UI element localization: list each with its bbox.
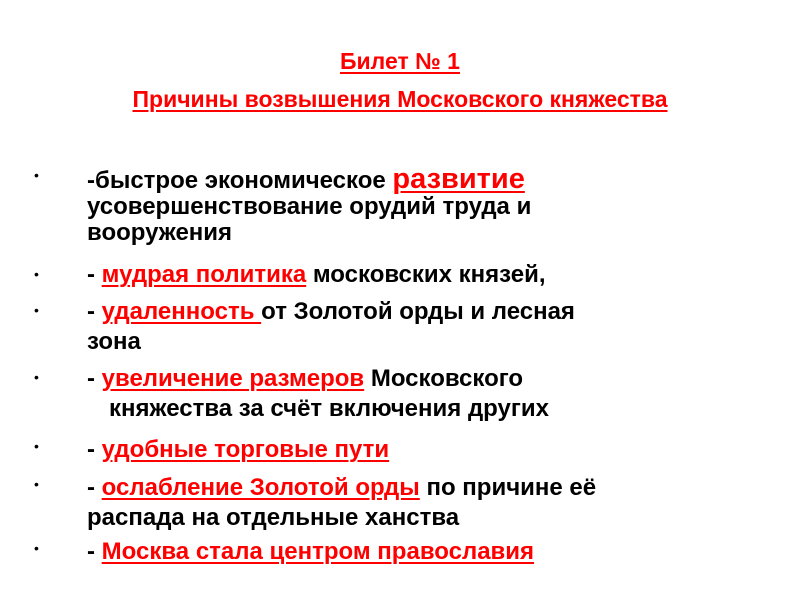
bullet-marker: • <box>34 266 39 282</box>
item-text-line-2: усовершенствование орудий труда и <box>87 193 532 220</box>
item-text: Московского <box>364 365 524 392</box>
list-item <box>87 364 777 424</box>
list-item <box>87 435 777 465</box>
bullet-marker: • <box>34 302 39 318</box>
item-text: - <box>87 538 102 565</box>
topic-title: Причины возвышения Московского княжества <box>132 86 668 112</box>
keyword: Москва стала центром православия <box>101 538 535 565</box>
item-text: московских князей, <box>306 261 546 288</box>
item-text: - <box>87 298 102 325</box>
keyword: развитие <box>392 163 525 195</box>
list-item <box>87 473 777 533</box>
item-text-line-2: распада на отдельные ханства <box>87 504 460 531</box>
ticket-title: Билет № 1 <box>340 48 460 74</box>
keyword: ослабление Золотой орды <box>101 474 420 501</box>
item-text-line-2: зона <box>87 328 141 355</box>
item-text: - <box>87 436 102 463</box>
keyword: удобные торговые пути <box>101 436 390 463</box>
keyword: мудрая политика <box>101 261 307 288</box>
list-item <box>87 537 777 567</box>
bullet-marker: • <box>34 369 39 385</box>
keyword: увеличение размеров <box>101 365 365 392</box>
bullet-marker: • <box>34 540 39 556</box>
list-item <box>87 260 777 290</box>
bullet-marker: • <box>34 167 39 183</box>
keyword: удаленность <box>101 298 262 325</box>
item-text-line-3: вооружения <box>87 219 233 246</box>
item-text: - <box>87 261 102 288</box>
bullet-marker: • <box>34 438 39 454</box>
item-text: - <box>87 474 102 501</box>
item-text: -быстрое экономическое <box>87 167 393 194</box>
list-item <box>87 297 777 357</box>
item-text-line-2: княжества за счёт включения других <box>109 395 549 422</box>
item-text: по причине её <box>419 474 597 501</box>
item-text: - <box>87 365 102 392</box>
bullet-marker: • <box>34 476 39 492</box>
item-text: от Золотой орды и лесная <box>261 298 575 325</box>
list-item <box>87 164 777 248</box>
